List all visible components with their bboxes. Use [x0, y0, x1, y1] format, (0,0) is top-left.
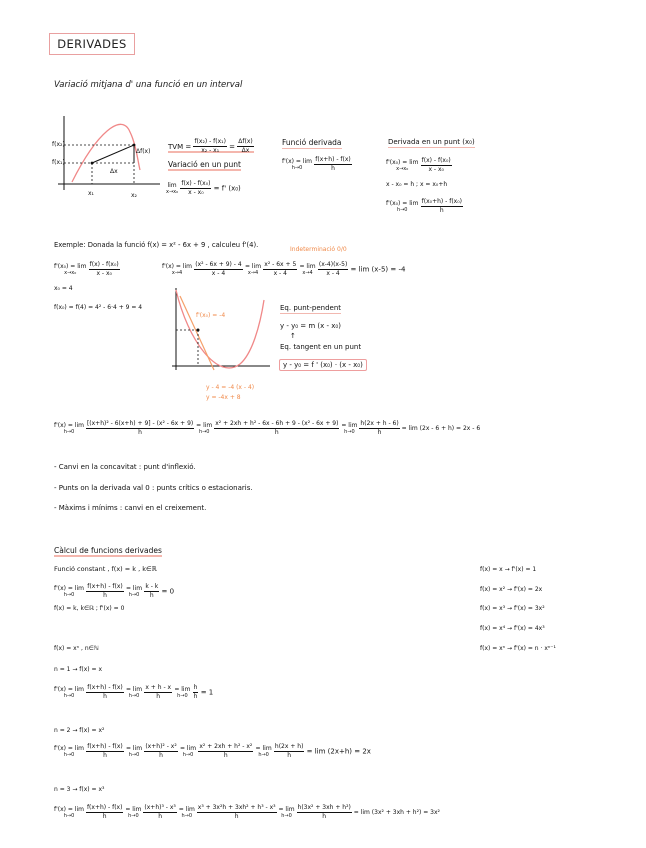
- tvm-lhs: TVM =: [168, 142, 192, 151]
- rule-x: f(x) = x → f'(x) = 1: [480, 566, 537, 573]
- n2-label: n = 2 → f(x) = x²: [54, 727, 105, 734]
- tvm-fraction: $\frac{\text{f(x₂) - f(x₁)}}{\text{x₂ - x₁}}$: [194, 138, 226, 154]
- graph2-tangent-eq-2: y = -4x + 8: [206, 394, 241, 401]
- bullet-punts-critics: - Punts on la derivada val 0 : punts crítics o estacionaris.: [54, 484, 253, 492]
- page-title: DERIVADES: [49, 33, 135, 55]
- graph1-df-label: Δf(x): [136, 148, 151, 155]
- power-function-label: f(x) = xⁿ , n∈ℕ: [54, 645, 99, 652]
- secant-graph: [52, 112, 162, 204]
- long-derivation: f'(x) = lim h→0 $\frac{\text{[(x+h)² - 6(x+h) + 9] - (x² - 6x + 9)}}{h}$ = lim h→0 $\frac{\text{x² + 2xh + h² - 6x - 6h + 9 - (x² - 6x + 9)}}{h}$ = lim h→0 $\frac{h(2x + h - 6)}{h}$ = lim (2x - 6 + h) = 2x - 6: [54, 420, 481, 436]
- rule-x4: f(x) = x⁴ → f'(x) = 4x³: [480, 625, 545, 632]
- derivada-punt-label: Derivada en un punt (x₀): [388, 138, 475, 146]
- derivada-punt-substitution: x - x₀ = h ; x = x₀+h: [386, 181, 448, 188]
- n3-label: n = 3 → f(x) = x³: [54, 786, 105, 793]
- example-definition: f'(x₀) = lim x→x₀ $\frac{\text{f(x) - f(x₀)}}{\text{x - x₀}}$: [54, 261, 119, 277]
- calcul-heading: Càlcul de funcions derivades: [54, 546, 162, 555]
- rule-x3: f(x) = x³ → f'(x) = 3x²: [480, 605, 545, 612]
- eq-punt-pendent-formula: y - y₀ = m (x - x₀): [280, 322, 341, 330]
- n1-derivation: f'(x) = lim h→0 $\frac{f(x+h) - f(x)}{h}$ = lim h→0 $\frac{x + h - x}{h}$ = lim h→0 $\frac{h}{h}$ = 1: [54, 684, 214, 700]
- tangent-graph: [168, 286, 272, 378]
- example-fx0: f(x₀) = f(4) = 4² - 6·4 + 9 = 4: [54, 304, 143, 311]
- var-punt-label: Variació en un punt: [168, 160, 241, 169]
- graph2-slope-label: f'(x₀) = -4: [196, 312, 226, 319]
- rule-xn: f(x) = xⁿ → f'(x) = n · xⁿ⁻¹: [480, 645, 556, 652]
- eq-tangent-formula: y - y₀ = f ' (x₀) · (x - x₀): [279, 361, 367, 369]
- rule-x2: f(x) = x² → f'(x) = 2x: [480, 586, 543, 593]
- eq-punt-pendent-label: Eq. punt-pendent: [280, 304, 342, 312]
- example-computation: f'(x) = lim x→4 $\frac{\text{(x² - 6x + 9) - 4}}{x - 4}$ = lim x→4 $\frac{\text{x² - 6x + 5}}{x - 4}$ = lim x→4 $\frac{(x-4)(x-5)}{x - 4}$ = lim (x-5) = -4: [162, 261, 406, 277]
- var-punt-formula: lim x→x₀ $\frac{\text{f(x) - f(x₀)}}{\text{x - x₀}}$ = f' (x₀): [166, 180, 241, 196]
- derivada-punt-formula-2: f'(x₀) = lim h→0 $\frac{\text{f(x₀+h) - f(x₀)}}{h}$: [386, 198, 462, 214]
- tvm-formula: TVM = $\frac{\text{f(x₂) - f(x₁)}}{\text{x₂ - x₁}}$ = $\frac{\Delta f(x)}{\Delta x}$: [168, 138, 253, 154]
- example-x0: x₀ = 4: [54, 285, 73, 292]
- n2-derivation: f'(x) = lim h→0 $\frac{f(x+h) - f(x)}{h}$ = lim h→0 $\frac{\text{(x+h)² - x²}}{h}$ = lim h→0 $\frac{\text{x² + 2xh + h² - x²}}{h}$ = lim h→0 $\frac{h(2x + h)}{h}$ = lim (2x+h) = 2x: [54, 743, 371, 759]
- section-heading-variation: Variació mitjana d' una funció en un interval: [54, 80, 243, 90]
- constant-derivation: f'(x) = lim h→0 $\frac{f(x+h) - f(x)}{h}$ = lim h→0 $\frac{k - k}{h}$ = 0: [54, 583, 175, 599]
- constant-function-label: Funció constant , f(x) = k , k∈ℝ: [54, 565, 157, 573]
- constant-result: f(x) = k, k∈ℝ ; f'(x) = 0: [54, 605, 125, 612]
- funcio-derivada-label: Funció derivada: [282, 138, 342, 147]
- graph1-x-label-1: x₁: [88, 190, 94, 197]
- bullet-concavitat: - Canvi en la concavitat : punt d'inflexió.: [54, 463, 196, 471]
- n3-derivation: f'(x) = lim h→0 $\frac{f(x+h) - f(x)}{h}$ = lim h→0 $\frac{\text{(x+h)³ - x³}}{h}$ = lim h→0 $\frac{\text{x³ + 3x²h + 3xh² + h³ - x³}}{h}$ = lim h→0 $\frac{\text{h(3x² + 3xh + h²)}}{h}$ = lim (3x² + 3xh + h²) = 3x²: [54, 804, 440, 820]
- bullet-maxims-minims: - Màxims i mínims : canvi en el creixement.: [54, 504, 207, 512]
- n1-label: n = 1 → f(x) = x: [54, 666, 103, 673]
- indeterminacio-note: Indeterminació 0/0: [290, 246, 347, 253]
- graph1-y-label-bottom: f(x₁): [52, 159, 65, 166]
- eq-tangent-label: Eq. tangent en un punt: [280, 343, 362, 351]
- arrow-up-icon: ↑: [290, 332, 296, 340]
- graph1-y-label-top: f(x₂): [52, 141, 65, 148]
- funcio-derivada-formula: f'(x) = lim h→0 $\frac{f(x+h) - f(x)}{h}$: [282, 156, 351, 172]
- derivada-punt-formula-1: f'(x₀) = lim x→x₀ $\frac{\text{f(x) - f(x₀)}}{\text{x - x₀}}$: [386, 157, 451, 173]
- tvm-fraction-2: $\frac{\Delta f(x)}{\Delta x}$: [238, 138, 253, 154]
- example-statement: Exemple: Donada la funció f(x) = x² - 6x + 9 , calculeu f'(4).: [54, 241, 259, 249]
- graph1-dx-label: Δx: [110, 168, 118, 175]
- graph1-x-label-2: x₂: [131, 192, 137, 199]
- graph2-tangent-eq-1: y - 4 = -4 (x - 4): [206, 384, 255, 391]
